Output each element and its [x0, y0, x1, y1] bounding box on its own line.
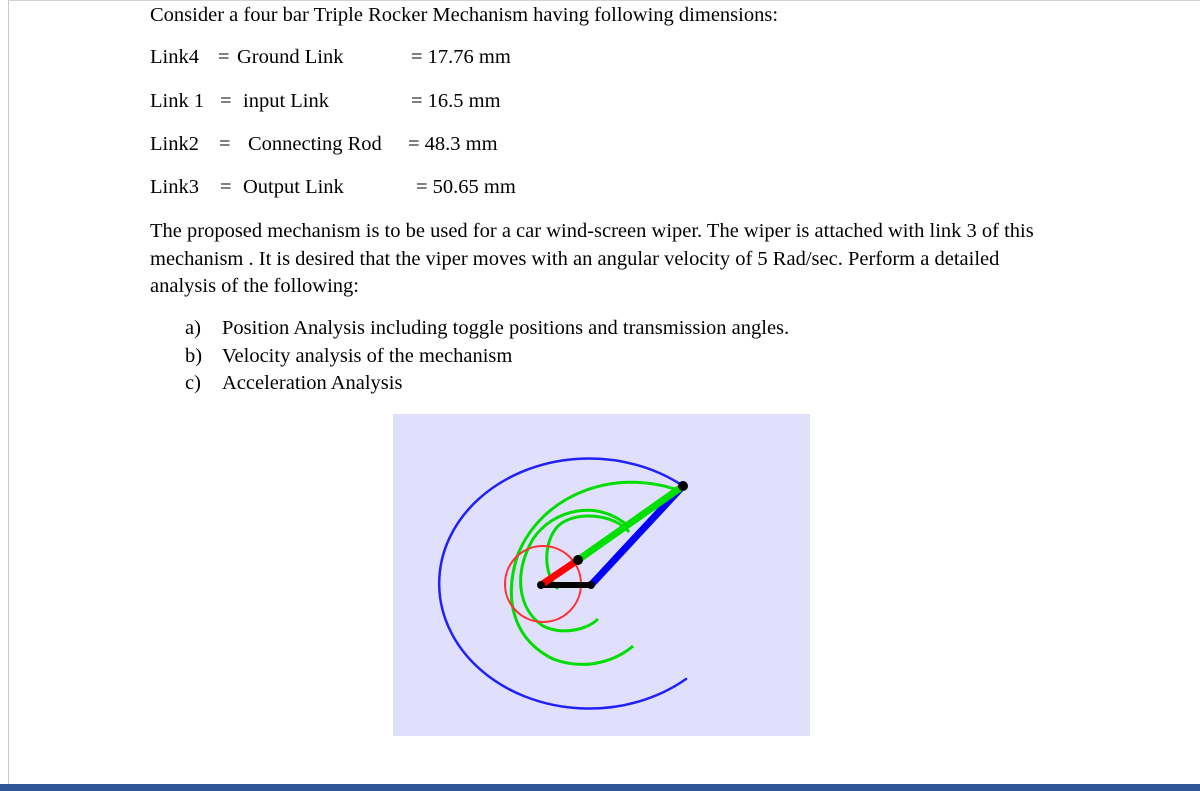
task-list [185, 315, 789, 398]
task-marker: a) [185, 317, 201, 339]
task-text: Position Analysis including toggle positions and transmission angles. [222, 317, 790, 339]
link-eq-1: = [220, 90, 232, 112]
link-eq-4: = [218, 46, 230, 68]
page-top-edge [8, 0, 1200, 1]
link-name-1: Link 1 [150, 90, 205, 112]
joint-ground-a [537, 581, 545, 589]
mechanism-diagram [393, 414, 810, 736]
task-text: Acceleration Analysis [222, 372, 403, 394]
link-name-4: Link4 [150, 46, 199, 68]
link-eq-3: = [220, 176, 232, 198]
link-value-ground: = 17.76 mm [411, 46, 511, 68]
task-item [185, 343, 789, 371]
link-role-output: Output Link [243, 176, 344, 198]
task-item [185, 370, 789, 398]
link-eq-2: = [219, 133, 231, 155]
link-role-input: input Link [243, 90, 329, 112]
link-name-2: Link2 [150, 133, 199, 155]
coupler-link [578, 486, 683, 560]
joint-coupler-output [678, 481, 688, 491]
coupler-path-inner [521, 510, 628, 631]
output-link [591, 486, 683, 585]
taskbar-strip [0, 784, 1200, 791]
link-role-ground: Ground Link [237, 46, 344, 68]
intro-text: Consider a four bar Triple Rocker Mechanism having following dimensions: [150, 4, 779, 26]
task-text: Velocity analysis of the mechanism [222, 344, 513, 367]
mechanism-figure [393, 414, 810, 736]
problem-paragraph: The proposed mechanism is to be used for a car wind-screen wiper. The wiper is attached with link 3 of this mechanism . It is desired that the viper moves with an angular velocity of 5 Rad/sec. Perform a detailed analysis of the following: [150, 220, 1034, 297]
task-marker: c) [185, 372, 201, 394]
link-value-output: = 50.65 mm [416, 176, 516, 198]
link-role-coupler: Connecting Rod [248, 133, 382, 155]
joint-ground-b [587, 581, 595, 589]
joint-crank [573, 555, 583, 565]
link-name-3: Link3 [150, 176, 199, 198]
link-value-input: = 16.5 mm [411, 90, 501, 112]
link-value-coupler: = 48.3 mm [408, 133, 498, 155]
task-marker: b) [185, 344, 203, 367]
page-left-edge [8, 0, 9, 784]
task-item [185, 315, 789, 343]
